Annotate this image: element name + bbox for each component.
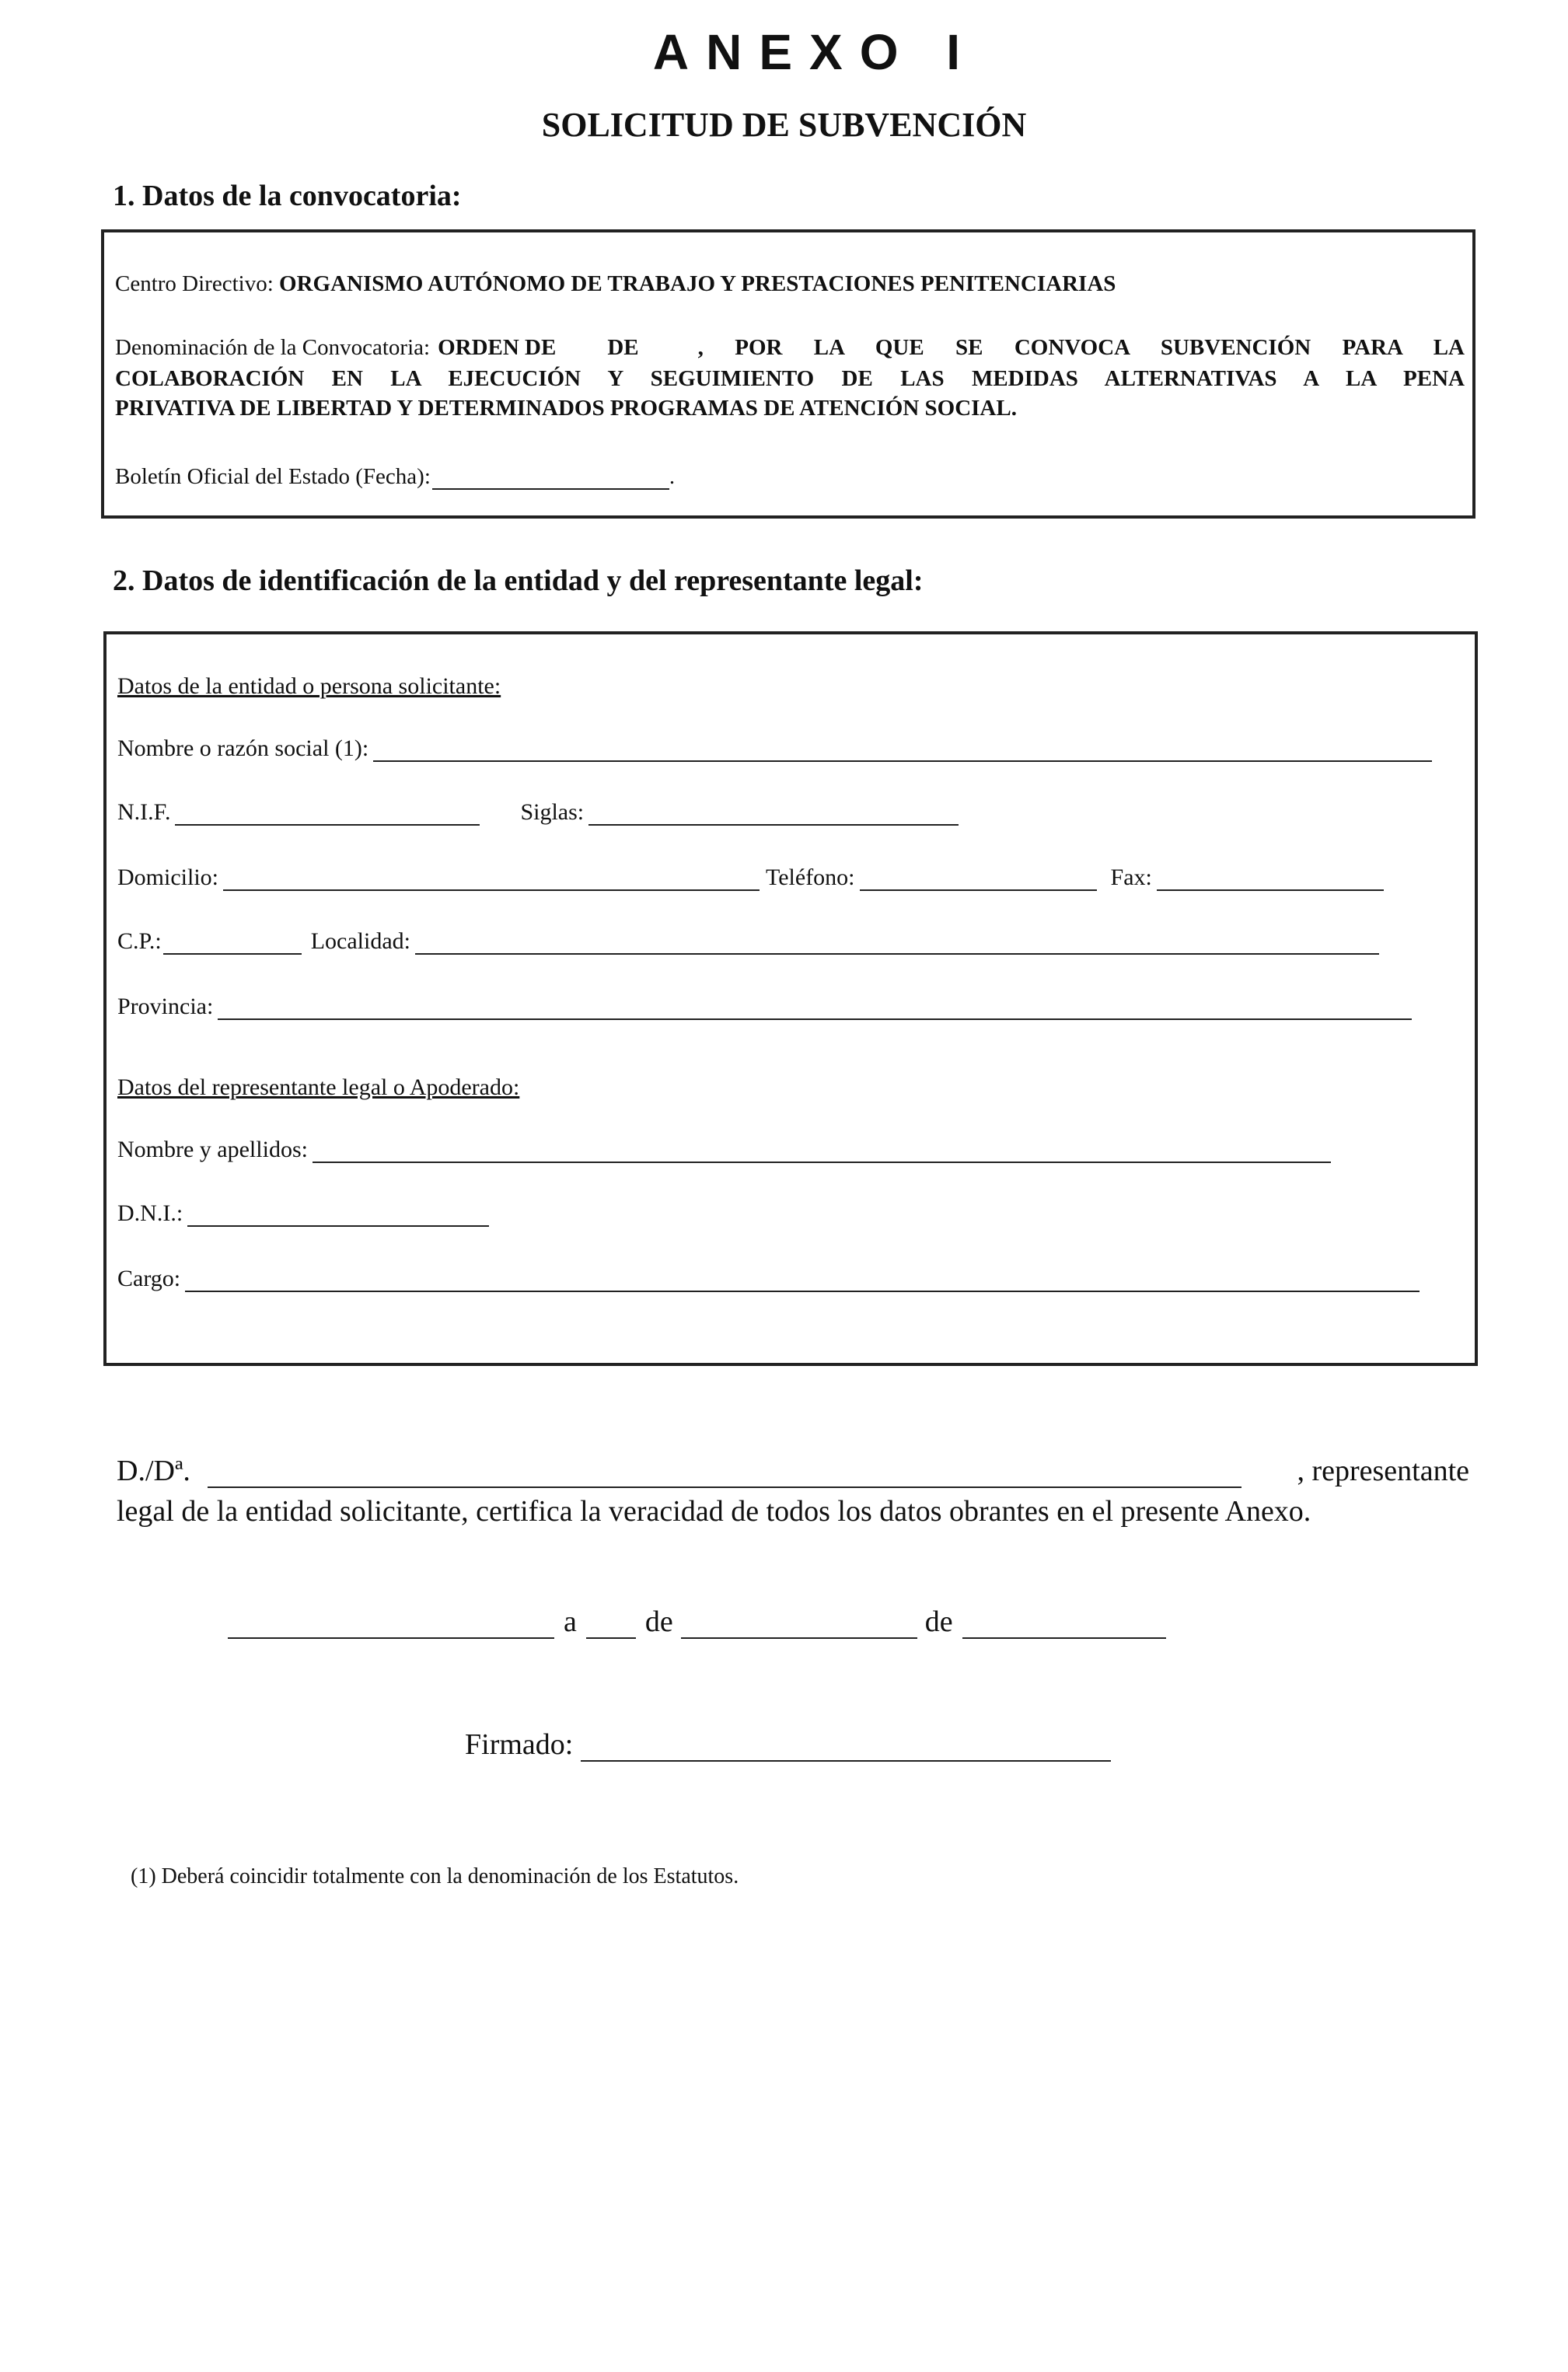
dni-field[interactable] — [187, 1203, 489, 1227]
nif-field[interactable] — [175, 802, 480, 826]
provincia-row — [117, 994, 1412, 1020]
boe-row — [115, 464, 675, 490]
denominacion-row-2: COLABORACIÓN EN LA EJECUCIÓN Y SEGUIMIENTO DE LAS MEDIDAS ALTERNATIVAS A LA PENA — [115, 366, 1465, 391]
denominacion-row-3: PRIVATIVA DE LIBERTAD Y DETERMINADOS PROGRAMAS DE ATENCIÓN SOCIAL. — [115, 396, 1017, 421]
fax-field[interactable] — [1157, 868, 1384, 891]
domicilio-label: Domicilio: — [117, 865, 218, 890]
fax-label: Fax: — [1110, 865, 1152, 890]
page-subtitle: SOLICITUD DE SUBVENCIÓN — [541, 106, 1027, 144]
nif-label: N.I.F. — [117, 799, 171, 825]
nombre-apellidos-row — [117, 1137, 1331, 1163]
representante-text: , representante — [1297, 1455, 1469, 1487]
dni-label: D.N.I.: — [117, 1200, 183, 1226]
representante-subheading-row — [117, 1074, 519, 1101]
identificacion-box — [103, 631, 1478, 1366]
cp-field[interactable] — [163, 931, 302, 955]
cp-label: C.P.: — [117, 928, 162, 954]
domicilio-row — [117, 865, 1384, 891]
nombre-row — [117, 735, 1432, 762]
representante-name-field[interactable] — [208, 1458, 1241, 1488]
place-field[interactable] — [228, 1609, 554, 1639]
localidad-label: Localidad: — [310, 928, 410, 954]
cargo-field[interactable] — [185, 1269, 1420, 1292]
centro-value: ORGANISMO AUTÓNOMO DE TRABAJO Y PRESTACIONES PENITENCIARIAS — [279, 271, 1116, 296]
date-de1-label: de — [644, 1605, 673, 1638]
cp-row — [117, 928, 1379, 955]
footnote: (1) Deberá coincidir totalmente con la denominación de los Estatutos. — [131, 1864, 739, 1888]
certification-line-2: legal de la entidad solicitante, certifica la veracidad de todos los datos obrantes en el presente Anexo. — [117, 1495, 1311, 1528]
denominacion-label: Denominación de la Convocatoria: — [115, 335, 431, 360]
date-a-label: a — [564, 1605, 577, 1638]
localidad-field[interactable] — [415, 931, 1379, 955]
boe-date-field[interactable] — [432, 466, 669, 490]
cargo-row — [117, 1266, 1420, 1292]
boe-label: Boletín Oficial del Estado (Fecha): — [115, 464, 431, 489]
certification-line-1 — [117, 1454, 1469, 1488]
nombre-label: Nombre o razón social (1): — [117, 735, 369, 761]
section2-heading: 2. Datos de identificación de la entidad y del representante legal: — [113, 564, 924, 597]
telefono-field[interactable] — [860, 868, 1097, 891]
nombre-apellidos-field[interactable] — [313, 1140, 1331, 1163]
provincia-field[interactable] — [218, 997, 1412, 1020]
centro-directivo-row — [115, 271, 1116, 297]
denominacion-rest: , POR LA QUE SE CONVOCA SUBVENCIÓN PARA LA — [697, 335, 1465, 360]
siglas-label: Siglas: — [520, 799, 585, 825]
domicilio-field[interactable] — [223, 868, 760, 891]
date-de2-label: de — [924, 1605, 953, 1638]
centro-label: Centro Directivo: — [115, 271, 274, 296]
denominacion-de: DE — [607, 335, 639, 360]
representante-subheading: Datos del representante legal o Apoderado: — [117, 1074, 520, 1100]
cargo-label: Cargo: — [117, 1266, 181, 1291]
denominacion-row-1 — [115, 335, 1465, 361]
month-field[interactable] — [681, 1609, 917, 1639]
boe-end: . — [669, 464, 676, 489]
entidad-subheading: Datos de la entidad o persona solicitante: — [117, 673, 501, 699]
nombre-field[interactable] — [373, 739, 1432, 762]
nif-row — [117, 799, 959, 826]
signature-label: Firmado: — [465, 1728, 574, 1761]
signature-field[interactable] — [581, 1732, 1111, 1762]
d-label: D./Dª. — [117, 1455, 190, 1487]
nombre-apellidos-label: Nombre y apellidos: — [117, 1137, 308, 1162]
dni-row — [117, 1200, 489, 1227]
year-field[interactable] — [962, 1609, 1166, 1639]
place-date-row — [228, 1605, 1166, 1639]
page-title: ANEXO I — [652, 24, 978, 80]
entidad-subheading-row — [117, 673, 501, 700]
signature-row — [465, 1727, 1111, 1762]
day-field[interactable] — [586, 1609, 636, 1639]
section1-heading: 1. Datos de la convocatoria: — [113, 180, 462, 212]
siglas-field[interactable] — [588, 802, 959, 826]
denominacion-orden: ORDEN DE — [438, 335, 557, 360]
convocatoria-box — [101, 229, 1475, 519]
provincia-label: Provincia: — [117, 994, 214, 1019]
telefono-label: Teléfono: — [766, 865, 855, 890]
